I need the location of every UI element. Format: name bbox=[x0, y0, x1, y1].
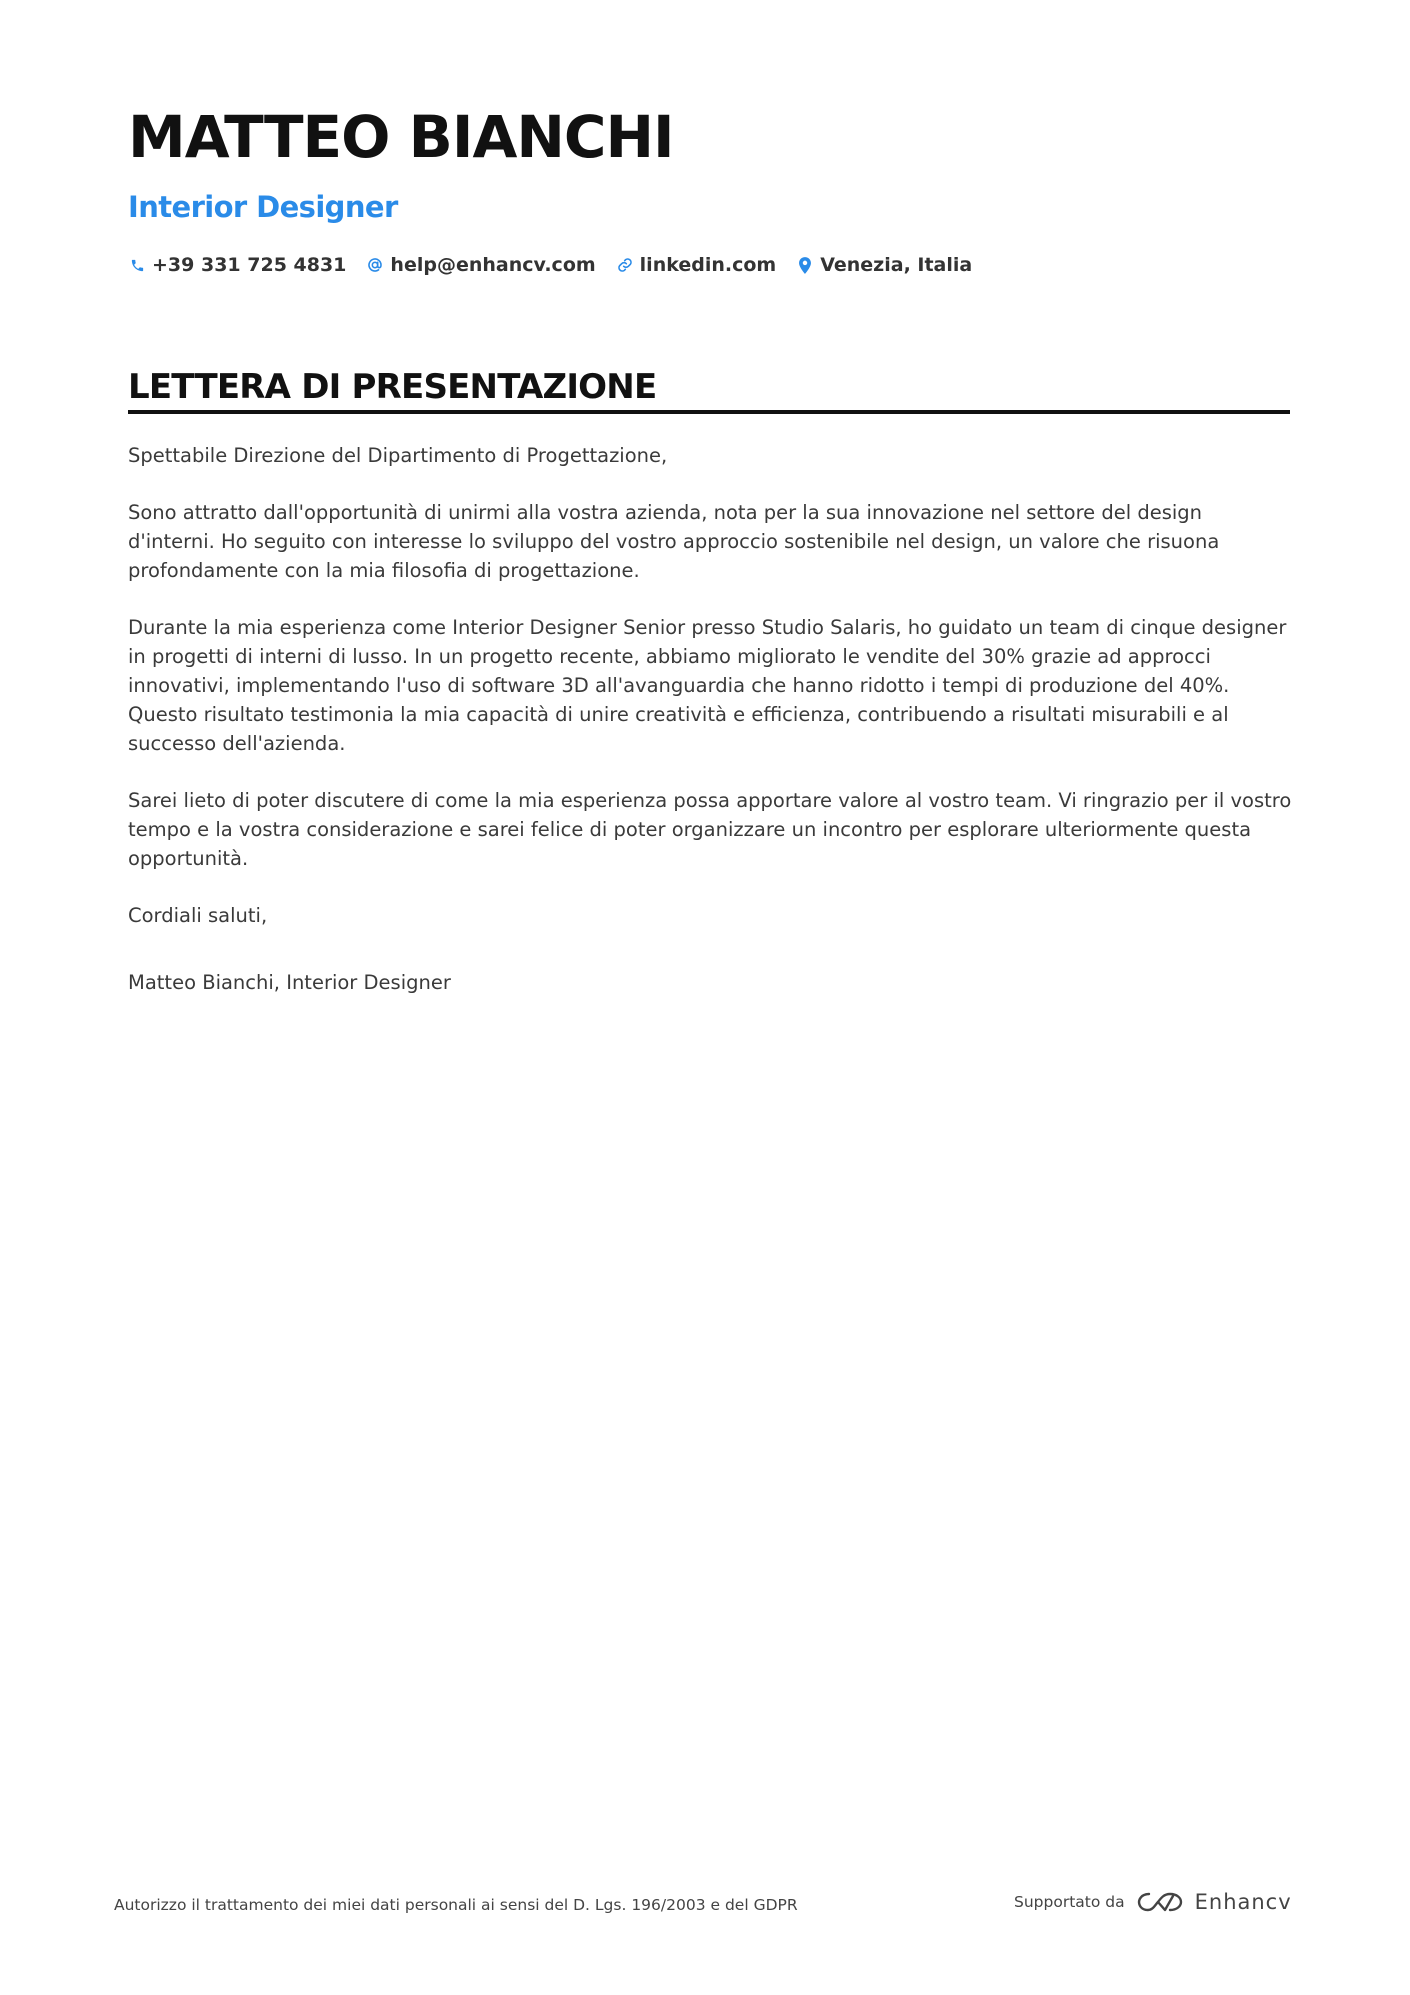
location-icon bbox=[796, 256, 814, 274]
contact-location-text: Venezia, Italia bbox=[820, 254, 973, 276]
contact-phone-text: +39 331 725 4831 bbox=[152, 254, 347, 276]
letter-paragraph: Sarei lieto di poter discutere di come la mia esperienza possa apportare valore al vostro team. Vi ringrazio per il vostro tempo e la vostra considerazione e sarei felice di poter organizzare un incontro per esplorare ulteriormente questa opportunità. bbox=[128, 789, 1292, 870]
contact-bar bbox=[128, 254, 992, 276]
contact-email[interactable] bbox=[366, 254, 595, 276]
link-icon bbox=[616, 256, 634, 274]
at-icon bbox=[366, 256, 384, 274]
candidate-title: Interior Designer bbox=[128, 190, 398, 224]
letter-paragraph: Durante la mia esperienza come Interior Designer Senior presso Studio Salaris, ho guidato un team di cinque designer in progetti di interni di lusso. In un progetto recente, abbiamo migliorato le vendite del 30% grazie ad approcci innovativi, implementando l'uso di software 3D all'avanguardia che hanno ridotto i tempi di produzione del 40%. Questo risultato testimonia la mia capacità di unire creatività e efficienza, contribuendo a risultati misurabili e al successo dell'azienda. bbox=[128, 616, 1287, 755]
letter-signature: Matteo Bianchi, Interior Designer bbox=[128, 971, 451, 994]
section-title: LETTERA DI PRESENTAZIONE bbox=[128, 367, 657, 407]
contact-email-text: help@enhancv.com bbox=[390, 254, 596, 276]
candidate-name: MATTEO BIANCHI bbox=[128, 103, 674, 171]
enhancv-logo-icon bbox=[1137, 1890, 1183, 1914]
section-divider bbox=[128, 410, 1290, 414]
letter-body bbox=[128, 441, 1293, 1025]
phone-icon bbox=[128, 256, 146, 274]
powered-by-label: Supportato da bbox=[1014, 1893, 1125, 1911]
letter-closing: Cordiali saluti, bbox=[128, 904, 268, 927]
contact-phone[interactable] bbox=[128, 254, 346, 276]
footer-consent: Autorizzo il trattamento dei miei dati personali ai sensi del D. Lgs. 196/2003 e del GDPR bbox=[114, 1896, 798, 1914]
footer-brand[interactable] bbox=[1014, 1890, 1292, 1914]
contact-linkedin[interactable] bbox=[616, 254, 777, 276]
brand-name: Enhancv bbox=[1194, 1890, 1292, 1914]
contact-location bbox=[796, 254, 972, 276]
letter-paragraph: Sono attratto dall'opportunità di unirmi alla vostra azienda, nota per la sua innovazione nel settore del design d'interni. Ho seguito con interesse lo sviluppo del vostro approccio sostenibile nel design, un valore che risuona profondamente con la mia filosofia di progettazione. bbox=[128, 501, 1220, 582]
contact-linkedin-text: linkedin.com bbox=[639, 254, 777, 276]
letter-salutation: Spettabile Direzione del Dipartimento di Progettazione, bbox=[128, 444, 668, 467]
